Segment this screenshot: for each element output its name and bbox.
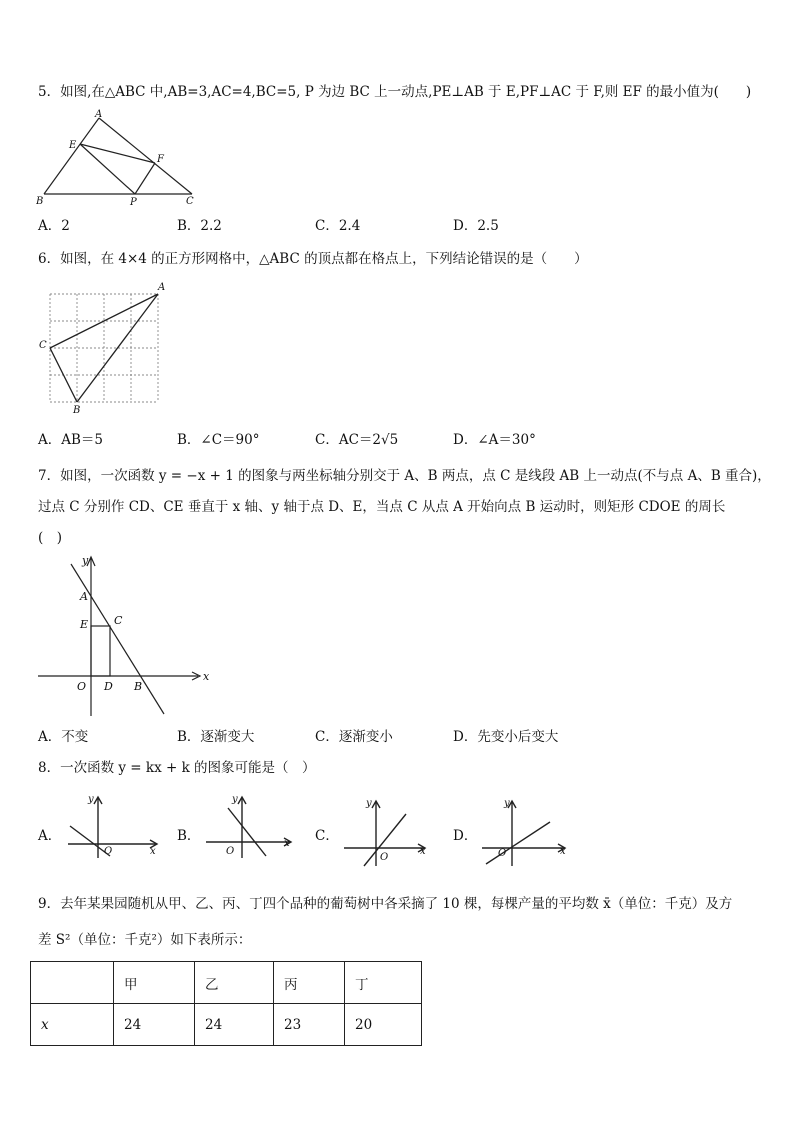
axis-origin-label: O <box>104 846 113 857</box>
q7-option-b[interactable]: B．逐渐变大 <box>177 729 255 745</box>
q7-option-c[interactable]: C．逐渐变小 <box>315 729 393 745</box>
q6-option-b[interactable]: B．∠C＝90° <box>177 432 260 448</box>
q8-graph-d[interactable] <box>478 792 578 870</box>
label-y: y <box>82 554 89 567</box>
axis-y-label: y <box>504 798 510 809</box>
q7-stem-line3: ( ) <box>38 530 63 546</box>
table-header-cell: 丙 <box>274 962 345 1004</box>
axis-x-label: x <box>150 846 156 857</box>
axis-origin-label: O <box>380 852 389 863</box>
q8-option-b[interactable]: B． <box>177 828 201 844</box>
q5-option-a[interactable]: A．2 <box>38 218 70 234</box>
label-c: C <box>114 614 123 627</box>
rectangle-cdoe <box>91 626 110 676</box>
q5-option-d[interactable]: D．2.5 <box>453 218 499 234</box>
label-a: A <box>80 590 88 603</box>
q7-option-a[interactable]: A．不变 <box>38 729 89 745</box>
label-p: P <box>130 197 137 208</box>
q8-option-c[interactable]: C． <box>315 828 339 844</box>
q8-graph-c[interactable] <box>340 792 440 870</box>
q7-option-d[interactable]: D．先变小后变大 <box>453 729 559 745</box>
table-header-cell: 乙 <box>195 962 274 1004</box>
table-cell: 24 <box>195 1004 274 1046</box>
q8-graph-b[interactable] <box>202 792 302 862</box>
q6-option-c[interactable]: C．AC＝2√5 <box>315 432 399 448</box>
label-a: A <box>95 109 103 120</box>
label-c: C <box>39 340 47 351</box>
axis-y-label: y <box>366 798 372 809</box>
segment-ac <box>99 118 192 194</box>
label-c: C <box>186 196 194 207</box>
q5-stem: 5．如图,在△ABC 中,AB=3,AC=4,BC=5, P 为边 BC 上一动点,PE⊥AB 于 E,PF⊥AC 于 F,则 EF 的最小值为( ) <box>38 84 752 100</box>
label-e: E <box>80 618 89 631</box>
table-cell: 24 <box>114 1004 195 1046</box>
q8-option-a[interactable]: A． <box>38 828 62 844</box>
table-cell: x <box>31 1004 114 1046</box>
label-o: O <box>77 680 87 693</box>
table-header-cell <box>31 962 114 1004</box>
q8-stem: 8．一次函数 y = kx + k 的图象可能是（ ） <box>38 760 316 776</box>
segment-pf <box>135 163 155 194</box>
label-b: B <box>36 196 44 207</box>
q7-coordinate-figure <box>36 552 216 720</box>
q7-stem-line1: 7．如图，一次函数 y = −x + 1 的图象与两坐标轴分别交于 A、B 两点，点 C 是线段 AB 上一动点(不与点 A、B 重合)， <box>38 468 771 484</box>
axis-y-label: y <box>88 794 94 805</box>
q5-option-b[interactable]: B．2.2 <box>177 218 222 234</box>
label-a: A <box>158 282 166 293</box>
segment-ab <box>44 118 99 194</box>
table-header-cell: 丁 <box>345 962 422 1004</box>
table-cell: 23 <box>274 1004 345 1046</box>
label-e: E <box>69 140 77 151</box>
q7-stem-line2: 过点 C 分别作 CD、CE 垂直于 x 轴、y 轴于点 D、E，当点 C 从点 A 开始向点 B 运动时，则矩形 CDOE 的周长 <box>38 499 726 515</box>
label-f: F <box>157 154 164 165</box>
axis-y-label: y <box>232 794 238 805</box>
q5-triangle-figure <box>36 108 206 210</box>
segment-ba <box>77 294 158 402</box>
axis-origin-label: O <box>498 848 507 859</box>
q6-option-d[interactable]: D．∠A＝30° <box>453 432 536 448</box>
q6-option-a[interactable]: A．AB＝5 <box>38 432 104 448</box>
axis-x-label: x <box>560 846 566 857</box>
q6-stem: 6．如图，在 4×4 的正方形网格中，△ABC 的顶点都在格点上，下列结论错误的是（ ） <box>38 251 588 267</box>
axis-x-label: x <box>420 846 426 857</box>
q5-option-c[interactable]: C．2.4 <box>315 218 361 234</box>
q6-grid-figure <box>36 280 176 416</box>
table-header-cell: 甲 <box>114 962 195 1004</box>
q8-option-d[interactable]: D． <box>453 828 478 844</box>
table-row <box>31 1004 422 1046</box>
table-header-row <box>31 962 422 1004</box>
label-b: B <box>73 405 81 416</box>
label-d: D <box>104 680 113 693</box>
label-x: x <box>203 670 210 683</box>
table-cell: 20 <box>345 1004 422 1046</box>
axis-origin-label: O <box>226 846 235 857</box>
label-b: B <box>134 680 143 693</box>
q9-stem-line1: 9．去年某果园随机从甲、乙、丙、丁四个品种的葡萄树中各采摘了 10 棵，每棵产量的平均数 x̄（单位：千克）及方 <box>38 896 733 912</box>
axis-x-label: x <box>284 838 290 849</box>
q8-graph-a[interactable] <box>64 792 164 862</box>
q9-stem-line2: 差 S²（单位：千克²）如下表所示： <box>38 932 252 948</box>
q9-data-table <box>30 961 422 1046</box>
